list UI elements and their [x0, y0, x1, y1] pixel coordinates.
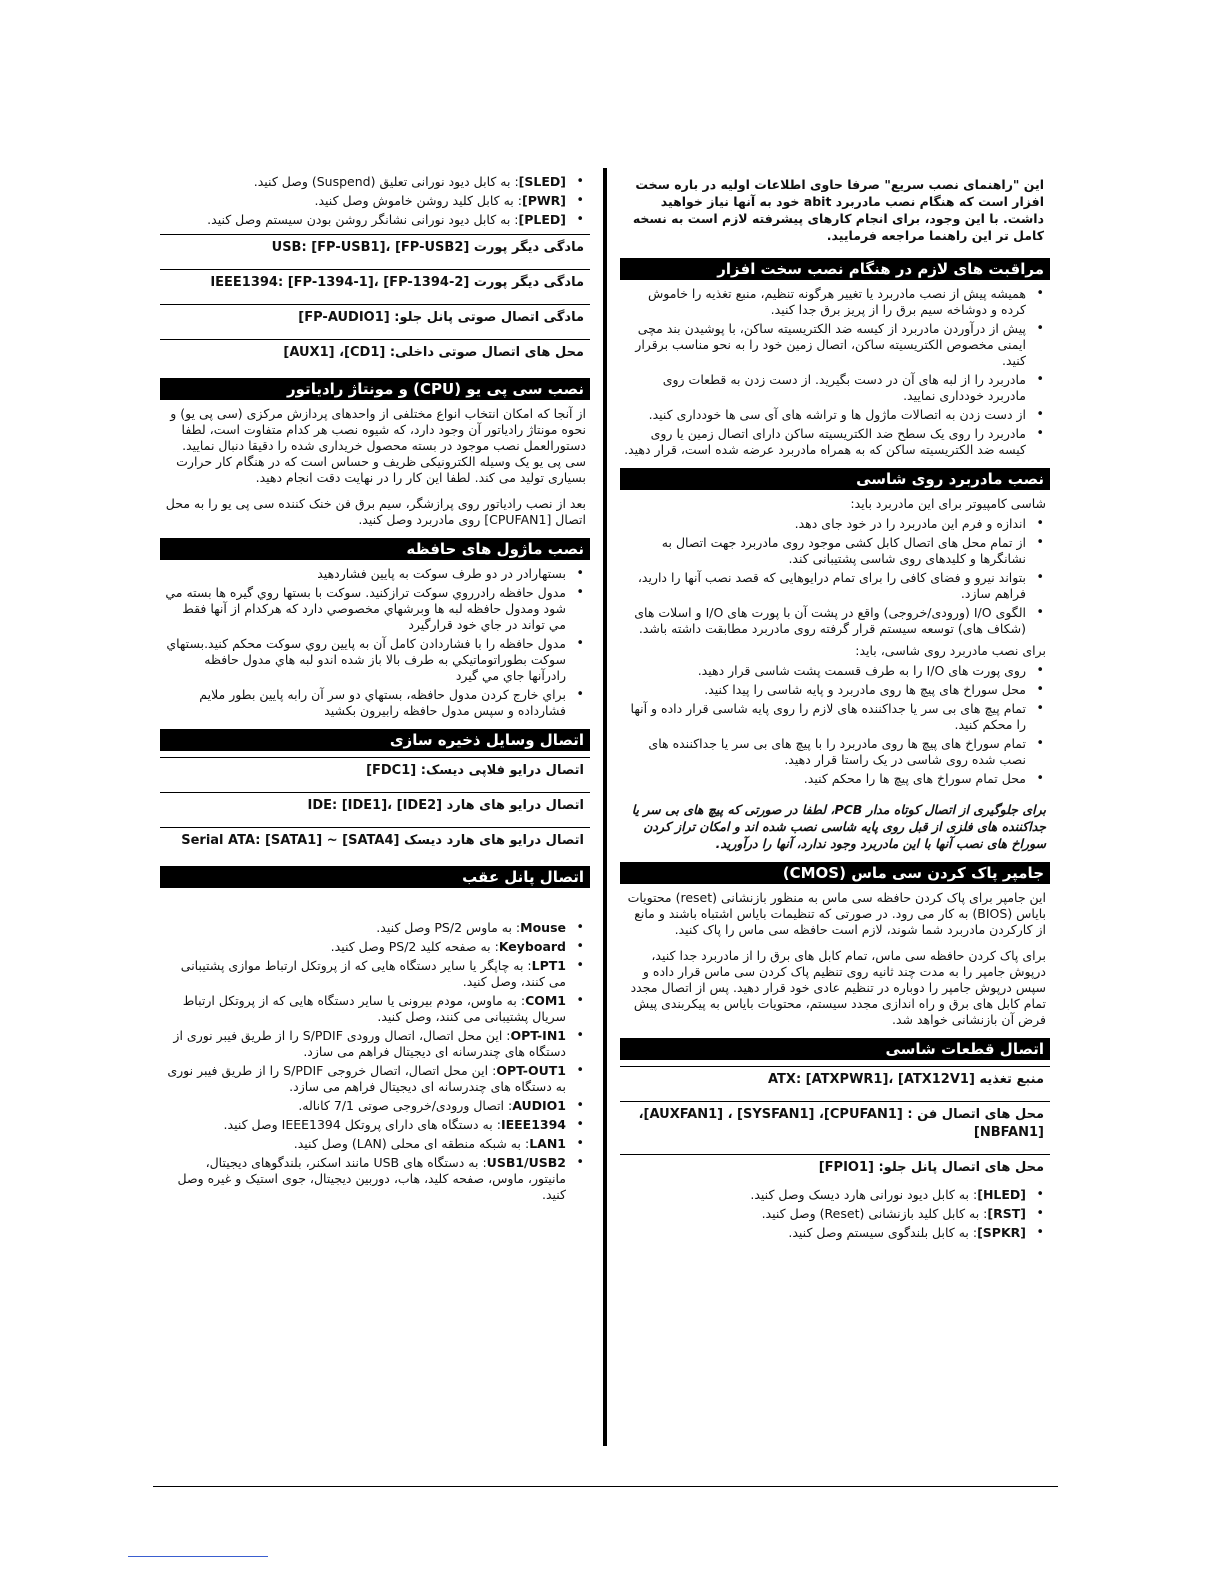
list-item: • از تمام محل های اتصال کابل کشی موجود روی مادربرد جهت اتصال به نشانگرها و کلیدهای روی شاسی پشتیبانی کند. — [624, 535, 1026, 567]
right-column — [620, 170, 1050, 1247]
list-item: • AUDIO1: اتصال ورودی/خروجی صوتی 7/1 کاناله. — [164, 1098, 566, 1114]
list-item: • از دست زدن به اتصالات ماژول ها و تراشه های آی سی ها خودداری کنید. — [624, 407, 1026, 423]
intro-paragraph: این "راهنمای نصب سریع" صرفا حاوی اطلاعات اولیه در باره سخت افزار است که هنگام نصب مادربرد abit خود به آنها نیاز خواهید داشت. با این وجود، برای انجام کارهای پیشرفته لازم است به نسخه کامل تر این راهنما مراجعه فرمایید. — [632, 177, 1044, 243]
list-item: • مادربرد را روی یک سطح ضد الکتریسیته ساکن دارای اتصال زمین یا روی کیسه ضد الکتریسیته ساکن که به همراه مادربرد عرضه شده است، قرار دهید. — [624, 426, 1026, 458]
section-header-chassis-connections: اتصال قطعات شاسی — [620, 1038, 1050, 1060]
list-item: • [PLED]: به کابل دیود نورانی نشانگر روشن بودن سیستم وصل کنید. — [164, 212, 566, 228]
list-item: • [SPKR]: به کابل بلندگوی سیستم وصل کنید. — [624, 1225, 1026, 1241]
section-header-cpu-install: نصب سی پی یو (CPU) و مونتاژ رادیاتور — [160, 378, 590, 400]
chassis-intro: شاسی کامپیوتر برای این مادربرد باید: — [850, 496, 1046, 511]
footer-rule — [153, 1486, 1058, 1487]
section-header-chassis-install: نصب مادربرد روی شاسی — [620, 468, 1050, 490]
list-item: • [PWR]: به کابل کلید روشن خاموش وصل کنید. — [164, 193, 566, 209]
list-item: • مادربرد را از لبه های آن در دست بگیرید. از دست زدن به قطعات روی مادربرد خودداری نمایید. — [624, 372, 1026, 404]
list-item: • اندازه و فرم این مادربرد را در خود جای دهد. — [624, 516, 1026, 532]
chassis-requirements-list — [620, 516, 1050, 637]
section-header-rear-panel: اتصال پانل عقب — [160, 866, 590, 888]
list-item: • الگوی I/O (ورودی/خروجی) واقع در پشت آن با پورت های I/O و اسلات های (شکاف های) توسعه سیستم قرار گرفته روی مادربرد مطابقت داشته باشد. — [624, 605, 1026, 637]
list-item: • محل سوراخ های پیچ ها روی مادربرد و پایه شاسی را پیدا کنید. — [624, 682, 1026, 698]
list-item: • OPT-OUT1: این محل اتصال، اتصال خروجی S/PDIF را از طریق فیبر نوری به دستگاه های چندرسانه ای دیجیتال فراهم می سازد. — [164, 1063, 566, 1095]
list-item: • پیش از درآوردن مادربرد از کیسه ضد الکتریسیته ساکن، با پوشیدن بند مچی ایمنی مخصوص الکتریسیته ساکن، اتصال زمین خود را به نحو مناسب برقرار کنید. — [624, 321, 1026, 369]
front-audio-line: مادگی اتصال صوتی پانل جلو: [FP-AUDIO1] — [160, 304, 590, 333]
front-panel-list — [620, 1187, 1050, 1241]
list-item: • IEEE1394: به دستگاه های دارای پروتکل IEEE1394 وصل کنید. — [164, 1117, 566, 1133]
list-item: • بتواند نیرو و فضای کافی را برای تمام درایوهایی که قصد نصب آنها را دارید، فراهم سازد. — [624, 570, 1026, 602]
list-item: • تمام پیچ های بی سر یا جداکننده های لازم را روی پایه شاسی قرار داده و آنها را محکم کنید. — [624, 701, 1026, 733]
list-item: • مدول حافظه رادرروي سوکت ترازکنيد. سوکت با بستها روي گيره ها بسته مي شود ومدول حافظه لبه ها وبرشهاي مخصوصي دارد که هرکدام از آنها فقط مي تواند در جاي خود قرارگيرد — [164, 585, 566, 633]
memory-steps-list — [160, 566, 590, 719]
list-item: • مدول حافظه را با فشاردادن کامل آن به پایین روي سوکت محکم کنيد.بستهاي سوکت بطوراتوماتيکي به طرف بالا باز شده اندو لبه هاي مدول حافظه رادرآنها جاي مي گيرد — [164, 636, 566, 684]
list-item: • تمام سوراخ های پیچ ها روی مادربرد را با پیچ های بی سر یا جداکننده های نصب شده روی شاسی در یک راستا قرار دهید. — [624, 736, 1026, 768]
footer-link-underline[interactable] — [128, 1556, 268, 1557]
list-item: • LPT1: به چاپگر یا سایر دستگاه هایی که از پروتکل ارتباط موازی پشتیبانی می کنند، وصل کنید. — [164, 958, 566, 990]
ide-line: اتصال درایو های هارد IDE: [IDE1]، [IDE2] — [160, 792, 590, 821]
list-item: • براي خارج کردن مدول حافظه، بستهاي دو سر آن رابه پایين بطور ملايم فشارداده و سپس مدول حافظه رابيرون بکشيد — [164, 687, 566, 719]
column-divider — [603, 168, 607, 1446]
list-item: • LAN1: به شبکه منطقه ای محلی (LAN) وصل کنید. — [164, 1136, 566, 1152]
list-item: • OPT-IN1: این محل اتصال، اتصال ورودی S/PDIF را از طریق فیبر نوری از دستگاه های چندرسانه ای دیجیتال فراهم می سازد. — [164, 1028, 566, 1060]
fdc-line: اتصال درایو فلاپی دیسک: [FDC1] — [160, 757, 590, 786]
fan-connector-line: محل های اتصال فن : [CPUFAN1]، [SYSFAN1] ، [AUXFAN1]، [NBFAN1] — [620, 1101, 1050, 1148]
sata-line: اتصال درایو های هارد دیسک Serial ATA: [SATA1] ~ [SATA4] — [160, 827, 590, 856]
cmos-paragraph-2: برای پاک کردن حافظه سی ماس، تمام کابل های برق را از مادربرد جدا کنید، درپوش جامپر را به مدت چند ثانیه روی تنظیم پاک کردن سی ماس قرار داده و سپس درپوش جامپر را دوباره در تنظیم عادی خود قرار دهید. پس از اتصال مجدد تمام کابل های برق و راه اندازی مجدد سیستم، محتویات بایاس به پیکربندی پیش فرض آن بازنشانی خواهد شد. — [630, 948, 1046, 1027]
list-item: • روی پورت های I/O را به طرف قسمت پشت شاسی قرار دهید. — [624, 663, 1026, 679]
list-item: • بستهارادر در دو طرف سوکت به پایین فشاردهید — [164, 566, 566, 582]
pcb-warning-note: برای جلوگیری از اتصال کوتاه مدار PCB، لطفا در صورتی که پیچ های بی سر یا جداکننده های فلزی از قبل روی پایه شاسی نصب شده اند و امکان تراز کردن سوراخ های نصب آنها با این مادربرد وجود ندارد، آنها را درآورید. — [631, 802, 1046, 851]
list-item: • COM1: به ماوس، مودم بیرونی یا سایر دستگاه هایی که از پروتکل ارتباط سریال پشتیبانی می کنند، وصل کنید. — [164, 993, 566, 1025]
front-panel-connector-line: محل های اتصال پانل جلو: [FPIO1] — [620, 1154, 1050, 1183]
list-item: • Mouse: به ماوس PS/2 وصل کنید. — [164, 920, 566, 936]
precautions-list — [620, 286, 1050, 458]
list-item: • Keyboard: به صفحه کلید PS/2 وصل کنید. — [164, 939, 566, 955]
list-item: • USB1/USB2: به دستگاه های USB مانند اسکنر، بلندگوهای دیجیتال، مانیتور، ماوس، صفحه کلید، هاب، دوربین دیجیتال، جوی استیک و غیره وصل کنید. — [164, 1155, 566, 1203]
section-header-clear-cmos: جامپر پاک کردن سی ماس (CMOS) — [620, 862, 1050, 884]
cpu-paragraph-1: از آنجا که امکان انتخاب انواع مختلفی از واحدهای پردازش مرکزی (سی پی یو) و نحوه مونتاژ رادیاتور آن وجود دارد، که شیوه نصب هر کدام متفاوت است، لطفا دستورالعمل نصب موجود در بسته محصول خریداری شده را دقیقا دنبال نمایید. سی پی یو یک وسیله الکترونیکی ظریف و حساس است که در هنگام کار حرارت بسیاری تولید می کند. لطفا این کار را در نهایت دقت انجام دهید. — [170, 406, 586, 485]
led-list — [160, 174, 590, 228]
section-header-storage: اتصال وسایل ذخیره سازی — [160, 729, 590, 751]
cpu-paragraph-2: بعد از نصب رادیاتور روی پرازشگر، سیم برق فن خنک کننده سی پی یو را به محل اتصال [CPUFAN1] روی مادربرد وصل کنید. — [165, 496, 586, 527]
section-header-memory-install: نصب ماژول های حافظه — [160, 538, 590, 560]
chassis-intro-2: برای نصب مادربرد روی شاسی، باید: — [855, 643, 1046, 658]
usb-header-line: مادگی دیگر پورت USB: [FP-USB1]، [FP-USB2] — [160, 234, 590, 263]
ieee1394-header-line: مادگی دیگر پورت IEEE1394: [FP-1394-1]، [FP-1394-2] — [160, 269, 590, 298]
rear-panel-list — [160, 920, 590, 1203]
list-item: • [RST]: به کابل کلید بازنشانی (Reset) وصل کنید. — [624, 1206, 1026, 1222]
internal-audio-line: محل های اتصال صوتی داخلی: [CD1]، [AUX1] — [160, 339, 590, 368]
power-connector-line: منبع تغذیه ATX: [ATXPWR1]، [ATX12V1] — [620, 1066, 1050, 1095]
section-header-hardware-precautions: مراقبت های لازم در هنگام نصب سخت افزار — [620, 258, 1050, 280]
list-item: • محل تمام سوراخ های پیچ ها را محکم کنید. — [624, 771, 1026, 787]
chassis-steps-list — [620, 663, 1050, 787]
left-column — [160, 170, 590, 1209]
list-item: • همیشه پیش از نصب مادربرد یا تغییر هرگونه تنظیم، منبع تغذیه را خاموش کرده و دوشاخه سیم برق را از پریز برق جدا کنید. — [624, 286, 1026, 318]
list-item: • [HLED]: به کابل دیود نورانی هارد دیسک وصل کنید. — [624, 1187, 1026, 1203]
cmos-paragraph-1: این جامپر برای پاک کردن حافظه سی ماس به منظور بازنشانی (reset) محتویات بایاس (BIOS) به کار می رود. در صورتی که تنظیمات بایاس اشتباه باشند و مانع از کارکردن مادربرد شما شوند، لازم است حافظه سی ماس را پاک کنید. — [627, 890, 1046, 937]
list-item: • [SLED]: به کابل دیود نورانی تعلیق (Suspend) وصل کنید. — [164, 174, 566, 190]
